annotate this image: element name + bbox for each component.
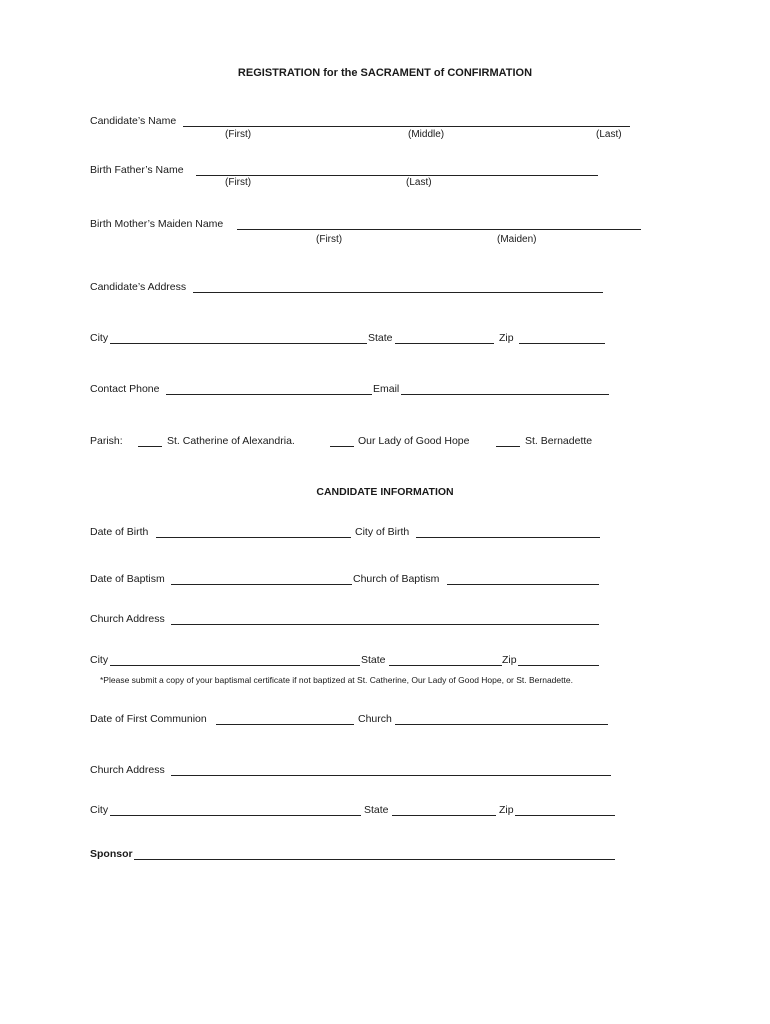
communion-date-field[interactable] [216,724,354,725]
baptism-church-field[interactable] [447,584,599,585]
sponsor-field[interactable] [134,859,615,860]
state-field[interactable] [395,343,494,344]
communion-zip-label: Zip [499,804,514,816]
city-label: City [90,332,109,344]
baptism-state-label: State [361,654,386,666]
parish-checkbox-st-catherine[interactable] [138,446,162,447]
candidate-name-label: Candidate’s Name [90,115,177,127]
contact-phone-field[interactable] [166,394,372,395]
communion-state-field[interactable] [392,815,496,816]
baptism-city-label: City [90,654,109,666]
candidate-address-label: Candidate’s Address [90,281,187,293]
email-label: Email [373,383,400,395]
candidate-information-heading: CANDIDATE INFORMATION [316,486,454,498]
mother-maiden-hint: (Maiden) [497,234,537,245]
form-title: REGISTRATION for the SACRAMENT of CONFIRMATION [237,67,533,79]
baptism-zip-label: Zip [502,654,517,666]
dob-label: Date of Birth [90,526,149,538]
city-of-birth-label: City of Birth [355,526,410,538]
parish-option-st-catherine: St. Catherine of Alexandria. [167,435,295,447]
baptism-date-label: Date of Baptism [90,573,165,585]
candidate-last-hint: (Last) [596,129,622,140]
father-name-label: Birth Father’s Name [90,164,184,176]
communion-church-address-label: Church Address [90,764,165,776]
baptism-zip-field[interactable] [518,665,599,666]
parish-option-good-hope: Our Lady of Good Hope [358,435,470,447]
communion-state-label: State [364,804,389,816]
baptismal-certificate-note: *Please submit a copy of your baptismal certificate if not baptized at St. Catherine, Our Lady of Good Hope, or St. Bernadette. [100,675,573,685]
parish-checkbox-st-bernadette[interactable] [496,446,520,447]
city-field[interactable] [110,343,367,344]
baptism-state-field[interactable] [389,665,502,666]
father-last-hint: (Last) [406,177,432,188]
dob-field[interactable] [156,537,351,538]
candidate-first-hint: (First) [225,129,252,140]
zip-field[interactable] [519,343,605,344]
baptism-date-field[interactable] [171,584,352,585]
father-name-field[interactable] [196,175,598,176]
mother-name-field[interactable] [237,229,641,230]
sponsor-label: Sponsor [90,848,133,860]
communion-church-label: Church [358,713,392,725]
parish-checkbox-good-hope[interactable] [330,446,354,447]
baptism-church-address-label: Church Address [90,613,165,625]
father-first-hint: (First) [225,177,252,188]
candidate-middle-hint: (Middle) [408,129,445,140]
email-field[interactable] [401,394,609,395]
baptism-city-field[interactable] [110,665,360,666]
baptism-church-address-field[interactable] [171,624,599,625]
mother-first-hint: (First) [316,234,343,245]
zip-label: Zip [499,332,514,344]
contact-phone-label: Contact Phone [90,383,160,395]
parish-label: Parish: [90,435,123,447]
candidate-name-field[interactable] [183,126,630,127]
communion-zip-field[interactable] [515,815,615,816]
communion-church-field[interactable] [395,724,608,725]
baptism-church-label: Church of Baptism [353,573,440,585]
communion-city-label: City [90,804,109,816]
communion-date-label: Date of First Communion [90,713,207,725]
candidate-address-field[interactable] [193,292,603,293]
city-of-birth-field[interactable] [416,537,600,538]
parish-option-st-bernadette: St. Bernadette [525,435,593,447]
mother-name-label: Birth Mother’s Maiden Name [90,218,224,230]
state-label: State [368,332,393,344]
communion-city-field[interactable] [110,815,361,816]
communion-church-address-field[interactable] [171,775,611,776]
